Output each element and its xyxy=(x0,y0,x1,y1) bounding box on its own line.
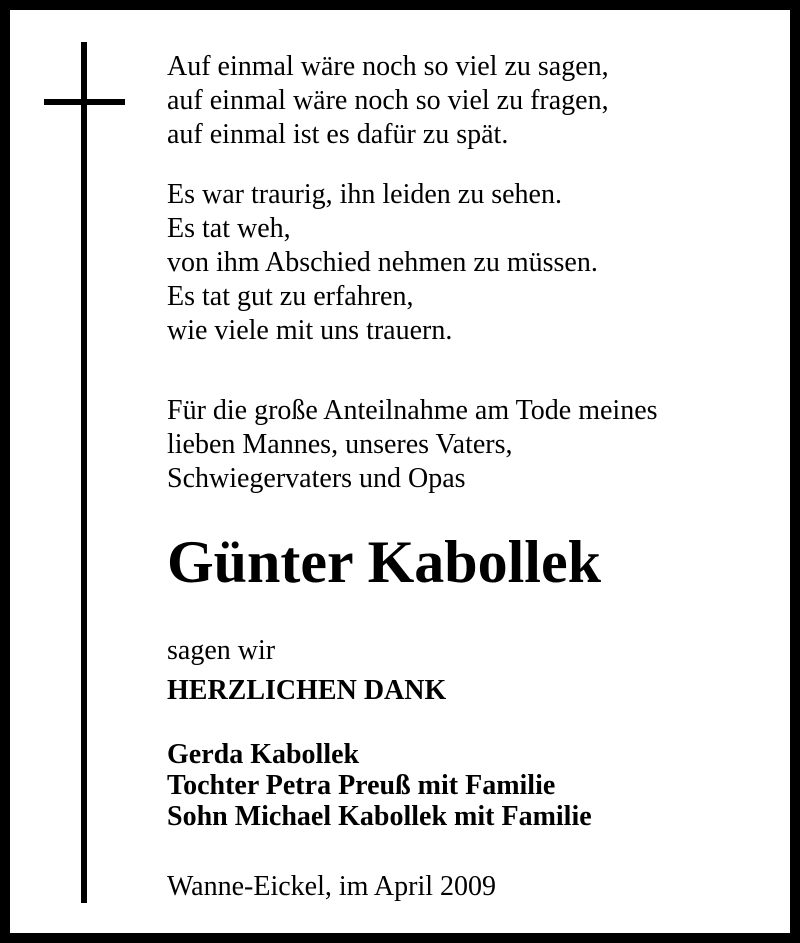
verse-1-line-3: auf einmal ist es dafür zu spät. xyxy=(167,119,509,150)
verse-1-line-2: auf einmal wäre noch so viel zu fragen, xyxy=(167,85,609,116)
signatory-2: Tochter Petra Preuß mit Familie xyxy=(167,770,556,801)
cross-horizontal-bar xyxy=(44,99,125,105)
verse-2-line-5: wie viele mit uns trauern. xyxy=(167,315,453,346)
place-date: Wanne-Eickel, im April 2009 xyxy=(167,871,496,902)
verse-1-line-1: Auf einmal wäre noch so viel zu sagen, xyxy=(167,51,609,82)
verse-2-line-4: Es tat gut zu erfahren, xyxy=(167,281,414,312)
intro-line-3: Schwiegervaters und Opas xyxy=(167,463,466,494)
verse-2-line-2: Es tat weh, xyxy=(167,213,291,244)
deceased-name: Günter Kabollek xyxy=(167,529,601,595)
verse-2-line-1: Es war traurig, ihn leiden zu sehen. xyxy=(167,179,562,210)
signatory-3: Sohn Michael Kabollek mit Familie xyxy=(167,801,592,832)
verse-2-line-3: von ihm Abschied nehmen zu müssen. xyxy=(167,247,598,278)
intro-line-2: lieben Mannes, unseres Vaters, xyxy=(167,429,513,460)
cross-vertical-bar xyxy=(81,42,87,903)
thanks-heading: HERZLICHEN DANK xyxy=(167,675,447,706)
thanks-prefix: sagen wir xyxy=(167,635,276,666)
intro-line-1: Für die große Anteilnahme am Tode meines xyxy=(167,395,658,426)
signatory-1: Gerda Kabollek xyxy=(167,739,360,770)
